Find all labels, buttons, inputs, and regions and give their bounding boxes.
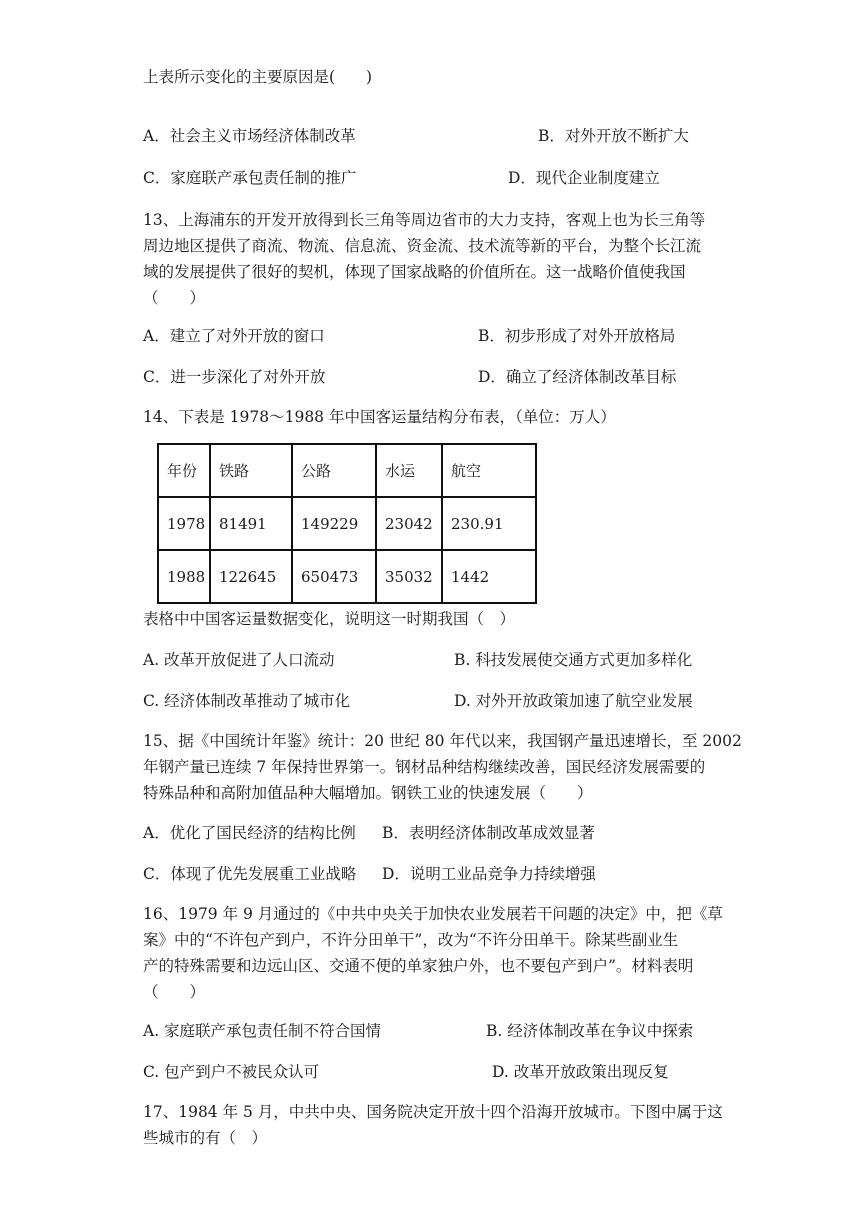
q14-stem: 14、下表是 1978～1988 年中国客运量结构分布表，（单位：万人） [143,408,616,426]
table-header-cell: 水运 [376,444,442,497]
q17-stem-line: 些城市的有（ ） [143,1129,268,1147]
table-header-cell: 年份 [158,444,210,497]
q16-option-b: B. 经济体制改革在争议中探索 [486,1022,694,1040]
table-header-row [158,444,536,497]
q13-stem-line: 周边地区提供了商流、物流、信息流、资金流、技术流等新的平台，为整个长江流 [143,237,702,255]
q13-option-b: B．初步形成了对外开放格局 [478,327,676,345]
q16-stem-line: 产的特殊需要和边远山区、交通不便的单家独户外，也不要包产到户”。材料表明 [143,957,694,975]
option-a: A．社会主义市场经济体制改革 [143,127,356,145]
q14-option-b: B. 科技发展使交通方式更加多样化 [454,651,693,669]
table-row [158,497,536,550]
table-cell: 149229 [292,497,376,550]
table-cell: 122645 [210,550,292,603]
q13-stem-line: （ ） [143,289,206,307]
q13-option-c: C．进一步深化了对外开放 [143,368,326,386]
table-cell: 1442 [442,550,536,603]
table-header-cell: 公路 [292,444,376,497]
option-b: B．对外开放不断扩大 [538,127,689,145]
table-header-cell: 航空 [442,444,536,497]
q16-stem-line: 16、1979 年 9 月通过的《中共中央关于加快农业发展若干问题的决定》中，把《草 [143,905,723,923]
table-cell: 650473 [292,550,376,603]
q15-stem-line: 年钢产量已连续 7 年保持世界第一。钢材品种结构继续改善，国民经济发展需要的 [143,758,706,776]
table-cell: 23042 [376,497,442,550]
table-header-cell: 铁路 [210,444,292,497]
q15-stem-line: 特殊品种和高附加值品种大幅增加。钢铁工业的快速发展（ ） [143,784,593,802]
q13-stem-line: 13、上海浦东的开发开放得到长三角等周边省市的大力支持，客观上也为长三角等 [143,211,706,229]
option-c: C．家庭联产承包责任制的推广 [143,169,357,187]
table-cell: 230.91 [442,497,536,550]
table-cell: 1988 [158,550,210,603]
q17-stem-line: 17、1984 年 5 月，中共中央、国务院决定开放十四个沿海开放城市。下图中属于这 [143,1103,723,1121]
q13-option-a: A．建立了对外开放的窗口 [143,327,325,345]
q15-option-d: D．说明工业品竞争力持续增强 [382,865,596,883]
q15-stem-line: 15、据《中国统计年鉴》统计：20 世纪 80 年代以来，我国钢产量迅速增长，至 2002 [143,732,742,750]
q13-stem-line: 域的发展提供了很好的契机，体现了国家战略的价值所在。这一战略价值使我国 [143,263,686,281]
q16-stem-line: （ ） [143,983,206,1001]
option-d: D．现代企业制度建立 [508,169,660,187]
q16-option-d: D. 改革开放政策出现反复 [492,1063,669,1081]
q15-option-c: C．体现了优先发展重工业战略 [143,865,357,883]
q15-option-a: A．优化了国民经济的结构比例 [143,824,356,842]
q14-option-a: A. 改革开放促进了人口流动 [143,651,335,669]
q14-question: 表格中中国客运量数据变化，说明这一时期我国（ ） [143,610,516,628]
q14-option-c: C. 经济体制改革推动了城市化 [143,692,351,710]
table-row [158,550,536,603]
table-cell: 35032 [376,550,442,603]
q15-option-b: B．表明经济体制改革成效显著 [382,824,595,842]
table-cell: 1978 [158,497,210,550]
passenger-volume-table [157,443,537,604]
q16-stem-line: 案》中的“不许包产到户，不许分田单干”，改为“不许分田单干。除某些副业生 [143,931,679,949]
q16-option-c: C. 包产到户不被民众认可 [143,1063,320,1081]
q16-option-a: A. 家庭联产承包责任制不符合国情 [143,1022,382,1040]
table-cell: 81491 [210,497,292,550]
previous-question-stem: 上表所示变化的主要原因是( ) [143,68,373,86]
q13-option-d: D．确立了经济体制改革目标 [478,368,677,386]
q14-option-d: D. 对外开放政策加速了航空业发展 [454,692,693,710]
